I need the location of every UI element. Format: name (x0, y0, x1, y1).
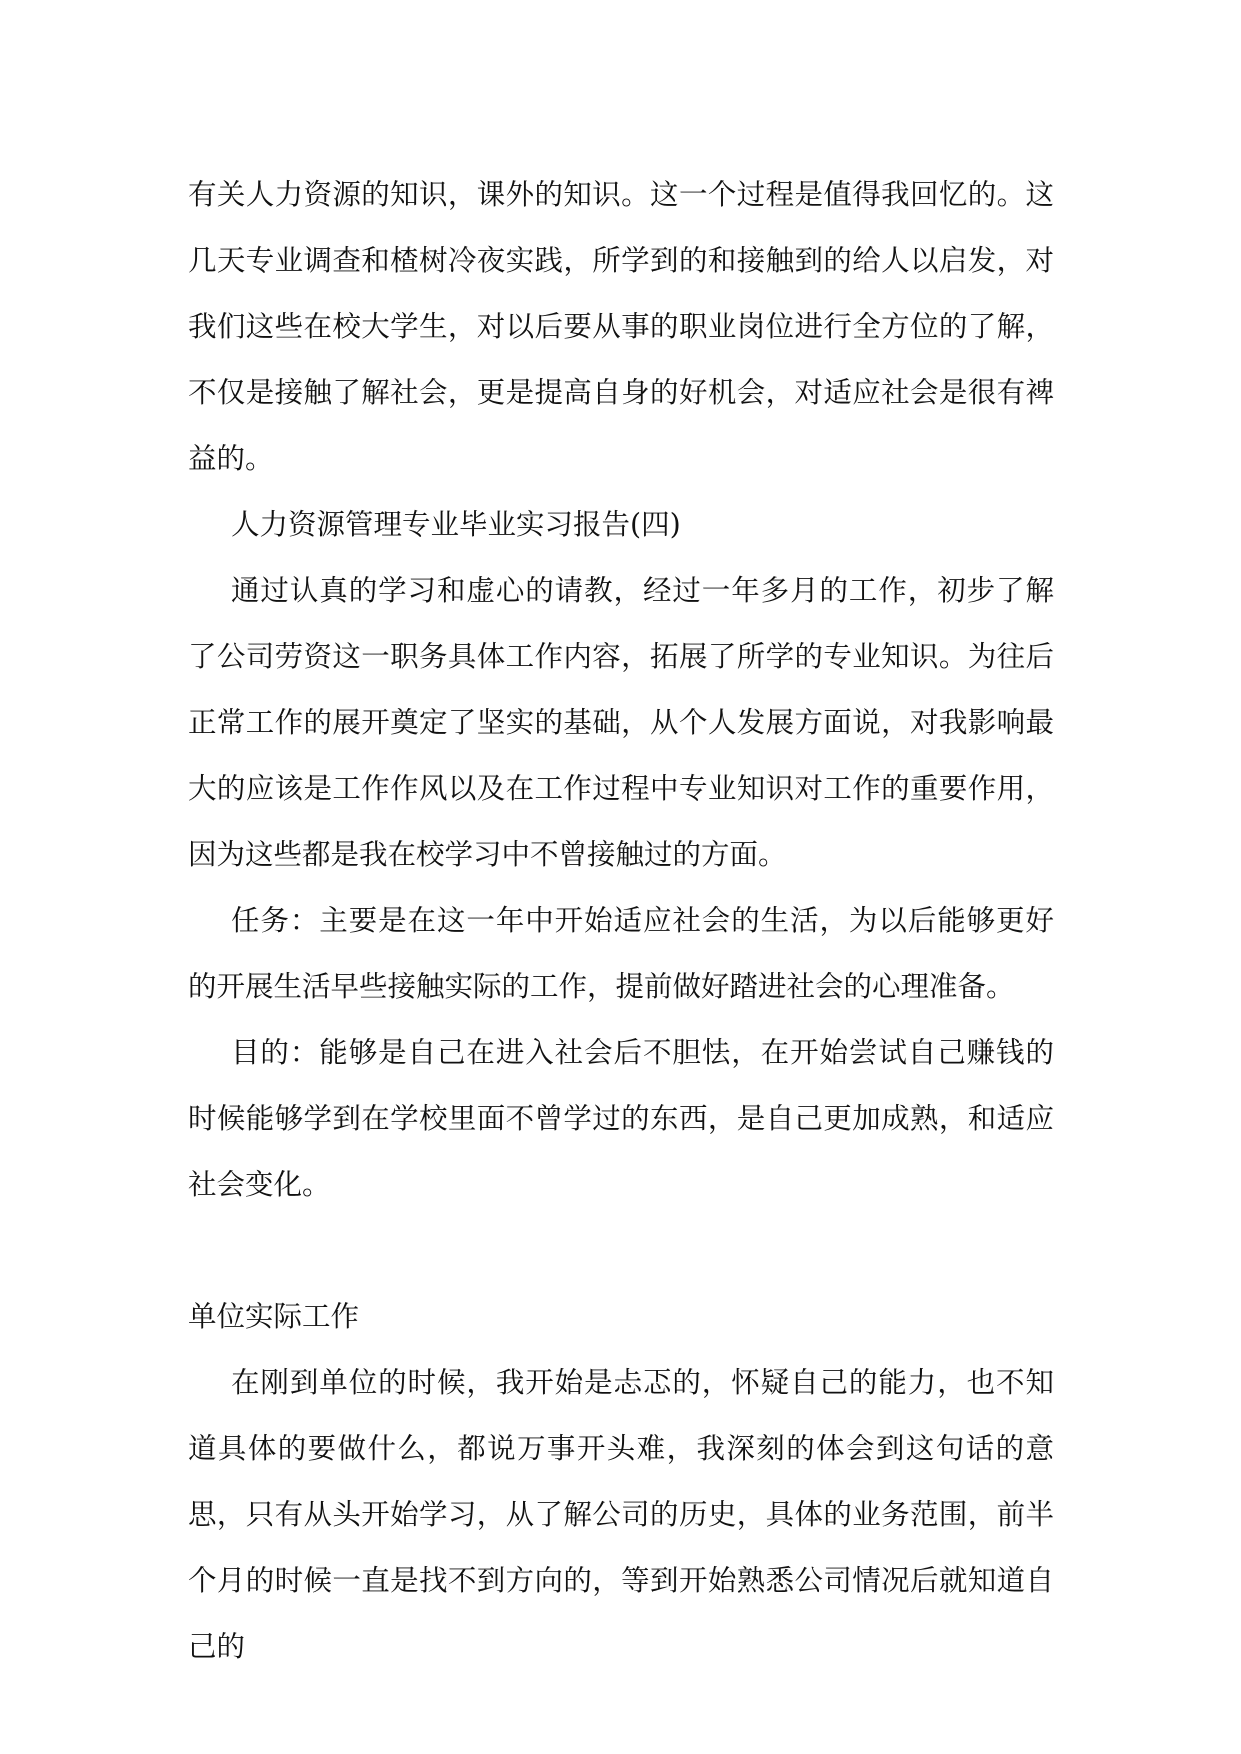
document-page (188, 162, 1054, 1680)
body-paragraph: 任务：主要是在这一年中开始适应社会的生活，为以后能够更好的开展生活早些接触实际的工作，提前做好踏进社会的心理准备。 (188, 904, 1054, 1003)
body-paragraph: 有关人力资源的知识，课外的知识。这一个过程是值得我回忆的。这几天专业调查和楂树冷夜实践，所学到的和接触到的给人以启发，对我们这些在校大学生，对以后要从事的职业岗位进行全方位的了解，不仅是接触了解社会，更是提高自身的好机会，对适应社会是很有裨益的。 (188, 178, 1054, 475)
body-paragraph: 在刚到单位的时候，我开始是忐忑的，怀疑自己的能力，也不知道具体的要做什么，都说万事开头难，我深刻的体会到这句话的意思，只有从头开始学习，从了解公司的历史，具体的业务范围，前半个月的时候一直是找不到方向的，等到开始熟悉公司情况后就知道自己的 (188, 1366, 1054, 1663)
body-paragraph: 通过认真的学习和虚心的请教，经过一年多月的工作，初步了解了公司劳资这一职务具体工作内容，拓展了所学的专业知识。为往后正常工作的展开奠定了坚实的基础，从个人发展方面说，对我影响最大的应该是工作作风以及在工作过程中专业知识对工作的重要作用，因为这些都是我在校学习中不曾接触过的方面。 (188, 574, 1054, 871)
section-heading: 人力资源管理专业毕业实习报告(四) (231, 508, 681, 541)
section-heading: 单位实际工作 (188, 1300, 360, 1333)
body-paragraph: 目的：能够是自己在进入社会后不胆怯，在开始尝试自己赚钱的时候能够学到在学校里面不曾学过的东西，是自己更加成熟，和适应社会变化。 (188, 1036, 1054, 1201)
